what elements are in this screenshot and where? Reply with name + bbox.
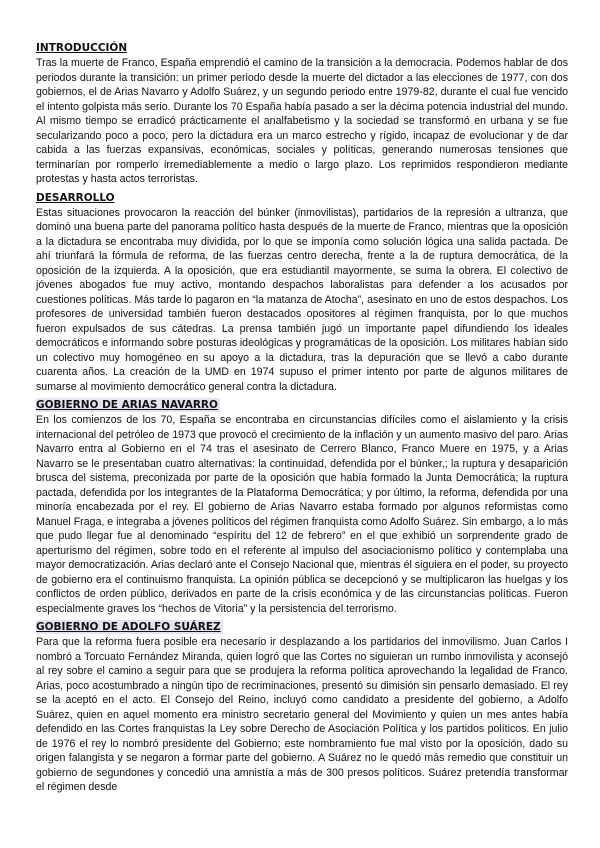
section-adolfo-suarez xyxy=(36,617,568,795)
heading-gobierno-arias-navarro: GOBIERNO DE ARIAS NAVARRO xyxy=(36,399,218,411)
heading-introduccion: INTRODUCCIÓN xyxy=(36,42,128,54)
paragraph-gobierno-arias-navarro: En los comienzos de los 70, España se encontraba en circunstancias difíciles como el aislamiento y la crisis internacional del petróleo de 1973 que provocó el crecimiento de la inflación y un aumento masivo del paro. Arias Navarro entra al Gobierno en el 74 tras el asesinato de Cerrero Blanco, Franco Muere en 1975, y a Arias Navarro se le presentaban cuatro alternativas: la continuidad, defendida por el búnker,; la ruptura y desaparición brusca del sistema, preconizada por parte de la oposición que había formado la Junta Democrática; la ruptura pactada, defendida por los integrantes de la Plataforma Democrática; y por último, la reforma, defendida por una minoría encabezada por el rey. El gobierno de Arias Navarro estaba formado por algunos reformistas como Manuel Fraga, e integraba a jóvenes políticos del régimen franquista como Adolfo Suárez. Sin embargo, a lo más que pudo llegar fue al denominado “espíritu del 12 de febrero” en el que exhibió un sorprendente grado de aperturismo del régimen, sobre todo en el referente al impulso del asociacionismo político y contemplaba una mayor democratización. Arias declaró ante el Consejo Nacional que, mientras él siguiera en el poder, su proyecto de gobierno era el continuismo franquista. La opinión pública se decepcionó y se multiplicaron las huelgas y los conflictos de orden público, derivados en parte de la crisis económica y de las circunstancias políticas. Fueron especialmente graves los “hechos de Vitoria” y la persistencia del terrorismo. xyxy=(36,414,568,615)
section-introduccion xyxy=(36,38,568,187)
paragraph-desarrollo: Estas situaciones provocaron la reacción del búnker (inmovilistas), partidarios de la represión a ultranza, que dominó una buena parte del panorama político hasta después de la muerte de Franco, mientras que la oposición a la dictadura se encontraba muy dividida, por lo que se imponía como solución lógica una salida pactada. De ahí triunfará la fórmula de reforma, de las fuerzas centro derecha, frente a la de ruptura democrática, de la oposición de la izquierda. A la oposición, que era estudiantil mayormente, se suma la obrera. El colectivo de jóvenes abogados fue muy activo, montando despachos laboralistas para defender a los acusados por cuestiones políticas. Más tarde lo pagaron en “la matanza de Atocha”, asesinato en uno de estos despachos. Los profesores de universidad también fueron destacados opositores al régimen franquista, por lo que muchos fueron expulsados de sus cátedras. La prensa también jugó un importante papel difundiendo los ideales democráticos e informando sobre posturas ideológicas y programáticas de la oposición. Los militares habían sido un colectivo muy homogéneo en su apoyo a la dictadura, tras la depuración que se llevó a cabo durante cuarenta años. La creación de la UMD en 1974 supuso el primer intento por parte de algunos militares de sumarse al movimiento democrático general contra la dictadura. xyxy=(36,206,568,393)
section-arias-navarro xyxy=(36,395,568,616)
paragraph-gobierno-adolfo-suarez: Para que la reforma fuera posible era necesario ir desplazando a los partidarios del inmovilismo. Juan Carlos I nombró a Torcuato Fernández Miranda, quien logró que las Cortes no siguieran un rumbo inmovilista y aconsejó al rey sobre el camino a seguir para que se produjera la reforma política aprovechando la legalidad de Franco. Arias, poco acostumbrado a ningún tipo de recriminaciones, presentó su dimisión sin pensarlo demasiado. El rey se la aceptó en el acto. El Consejo del Reino, incluyó como candidato a presidente del gobierno, a Adolfo Suárez, quien en aquel momento era ministro secretario general del Movimiento y quien un mes antes había defendido en las Cortes franquistas la Ley sobre Derecho de Asociación Política y los partidos políticos. En julio de 1976 el rey lo nombró presidente del Gobierno; este nombramiento fue mal visto por la oposición, dado su origen falangista y se negaron a formar parte del gobierno. A Suárez no le quedó más remedio que constituir un gobierno de segundones y concedió una amnistía a más de 300 presos políticos. Suárez pretendía transformar el régimen desde xyxy=(36,636,568,793)
heading-gobierno-adolfo-suarez: GOBIERNO DE ADOLFO SUÁREZ xyxy=(36,621,221,633)
section-desarrollo xyxy=(36,188,568,395)
paragraph-introduccion: Tras la muerte de Franco, España emprendió el camino de la transición a la democracia. Podemos hablar de dos periodos durante la transición: un primer periodo desde la muerte del dictador a las elecciones de 1977, con dos gobiernos, el de Arias Navarro y Adolfo Suárez, y un segundo periodo entre 1979-82, durante el cual fue vencido el intento golpista más serio. Durante los 70 España había pasado a ser la décima potencia industrial del mundo. Al mismo tiempo se erradicó prácticamente el analfabetismo y la sociedad se transformó en urbana y se fue secularizando poco a poco, pero la dictadura era un marco estrecho y rígido, incapaz de evolucionar y de dar cabida a las fuerzas expansivas, económicas, sociales y políticas, generando numerosas tensiones que terminarían por romperlo irremediablemente a medio o largo plazo. Los reprimidos respondieron mediante protestas y hasta actos terroristas. xyxy=(36,57,568,185)
heading-desarrollo: DESARROLLO xyxy=(36,191,115,204)
